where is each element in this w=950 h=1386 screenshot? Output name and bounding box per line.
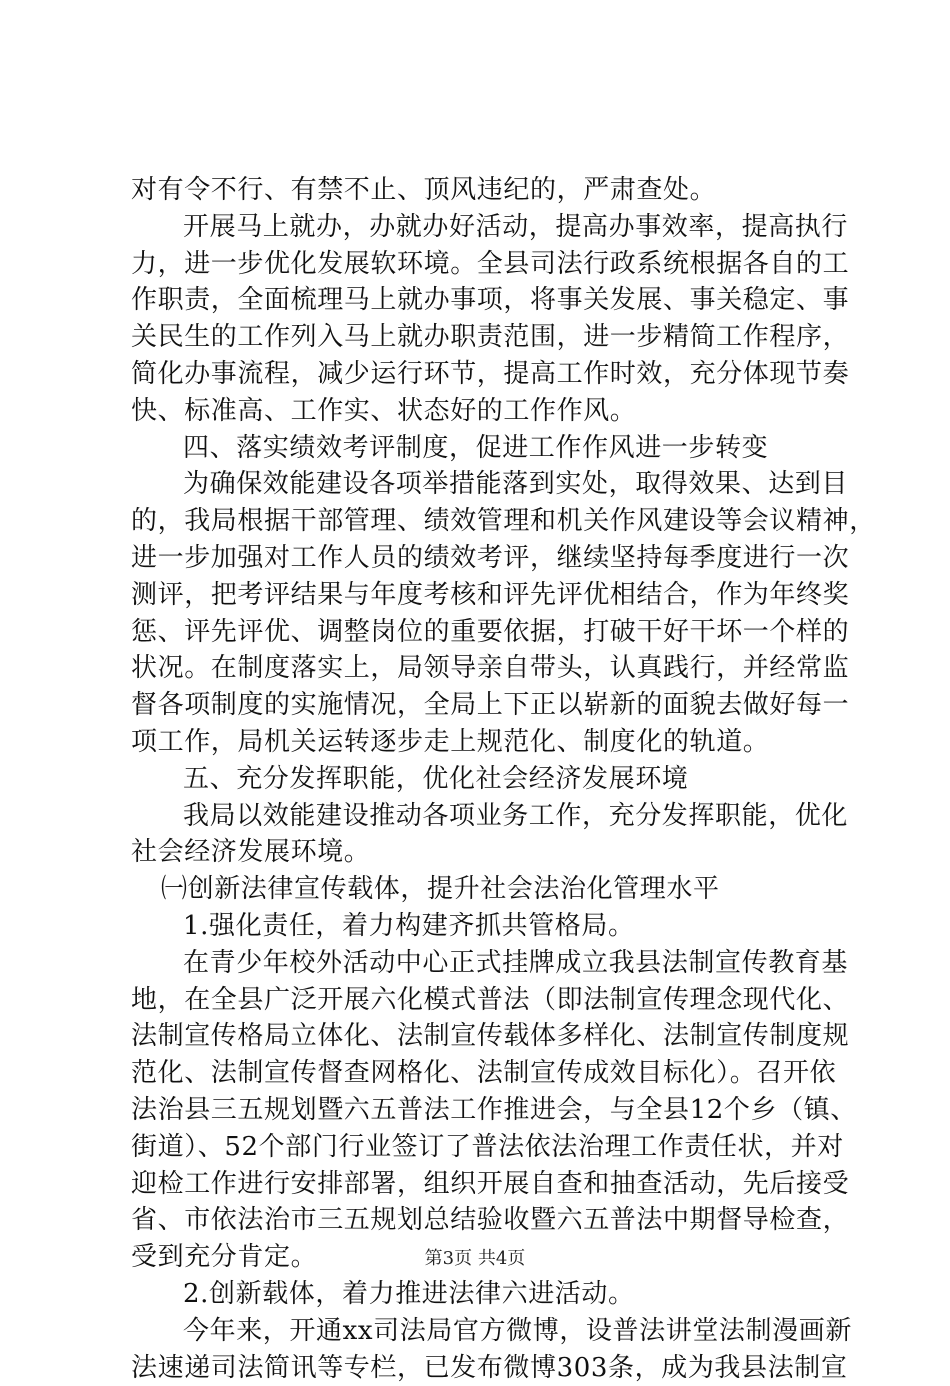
text-line: 力，进一步优化发展软环境。全县司法行政系统根据各自的工	[131, 246, 831, 283]
text-line: 为确保效能建设各项举措能落到实处，取得效果、达到目	[131, 466, 831, 503]
text-line: 关民生的工作列入马上就办职责范围，进一步精简工作程序，	[131, 319, 831, 356]
subsection-heading: ㈠创新法律宣传载体，提升社会法治化管理水平	[131, 871, 831, 908]
text-line: 进一步加强对工作人员的绩效考评，继续坚持每季度进行一次	[131, 540, 831, 577]
text-line: 快、标准高、工作实、状态好的工作作风。	[131, 393, 831, 430]
text-line: 法制宣传格局立体化、法制宣传载体多样化、法制宣传制度规	[131, 1018, 831, 1055]
text-line: 地，在全县广泛开展六化模式普法（即法制宣传理念现代化、	[131, 982, 831, 1019]
text-line: 范化、法制宣传督查网格化、法制宣传成效目标化）。召开依	[131, 1055, 831, 1092]
text-line: 的，我局根据干部管理、绩效管理和机关作风建设等会议精神，	[131, 503, 831, 540]
text-line: 项工作，局机关运转逐步走上规范化、制度化的轨道。	[131, 724, 831, 761]
text-line: 状况。在制度落实上，局领导亲自带头，认真践行，并经常监	[131, 650, 831, 687]
text-line: 我局以效能建设推动各项业务工作，充分发挥职能，优化	[131, 798, 831, 835]
text-line: 省、市依法治市三五规划总结验收暨六五普法中期督导检查，	[131, 1202, 831, 1239]
subsection-item: 2.创新载体，着力推进法律六进活动。	[131, 1276, 831, 1313]
document-body	[131, 172, 831, 1386]
subsection-item: 1.强化责任，着力构建齐抓共管格局。	[131, 908, 831, 945]
text-line: 简化办事流程，减少运行环节，提高工作时效，充分体现节奏	[131, 356, 831, 393]
section-heading: 五、充分发挥职能，优化社会经济发展环境	[131, 761, 831, 798]
text-line: 惩、评先评优、调整岗位的重要依据，打破干好干坏一个样的	[131, 614, 831, 651]
text-line: 作职责，全面梳理马上就办事项，将事关发展、事关稳定、事	[131, 282, 831, 319]
page-number: 第3页 共4页	[0, 1244, 950, 1270]
text-line: 测评，把考评结果与年度考核和评先评优相结合，作为年终奖	[131, 577, 831, 614]
text-line: 在青少年校外活动中心正式挂牌成立我县法制宣传教育基	[131, 945, 831, 982]
text-line: 法治县三五规划暨六五普法工作推进会，与全县12个乡（镇、	[131, 1092, 831, 1129]
section-heading: 四、落实绩效考评制度，促进工作作风进一步转变	[131, 430, 831, 467]
text-line: 社会经济发展环境。	[131, 834, 831, 871]
text-line: 开展马上就办，办就办好活动，提高办事效率，提高执行	[131, 209, 831, 246]
text-line: 受到充分肯定。	[131, 1239, 831, 1276]
text-line: 督各项制度的实施情况，全局上下正以崭新的面貌去做好每一	[131, 687, 831, 724]
text-line: 对有令不行、有禁不止、顶风违纪的，严肃查处。	[131, 172, 831, 209]
text-line: 法速递司法简讯等专栏，已发布微博303条，成为我县法制宣	[131, 1350, 831, 1386]
text-line: 今年来，开通xx司法局官方微博，设普法讲堂法制漫画新	[131, 1313, 831, 1350]
text-line: 街道）、52个部门行业签订了普法依法治理工作责任状，并对	[131, 1129, 831, 1166]
text-line: 迎检工作进行安排部署，组织开展自查和抽查活动，先后接受	[131, 1166, 831, 1203]
